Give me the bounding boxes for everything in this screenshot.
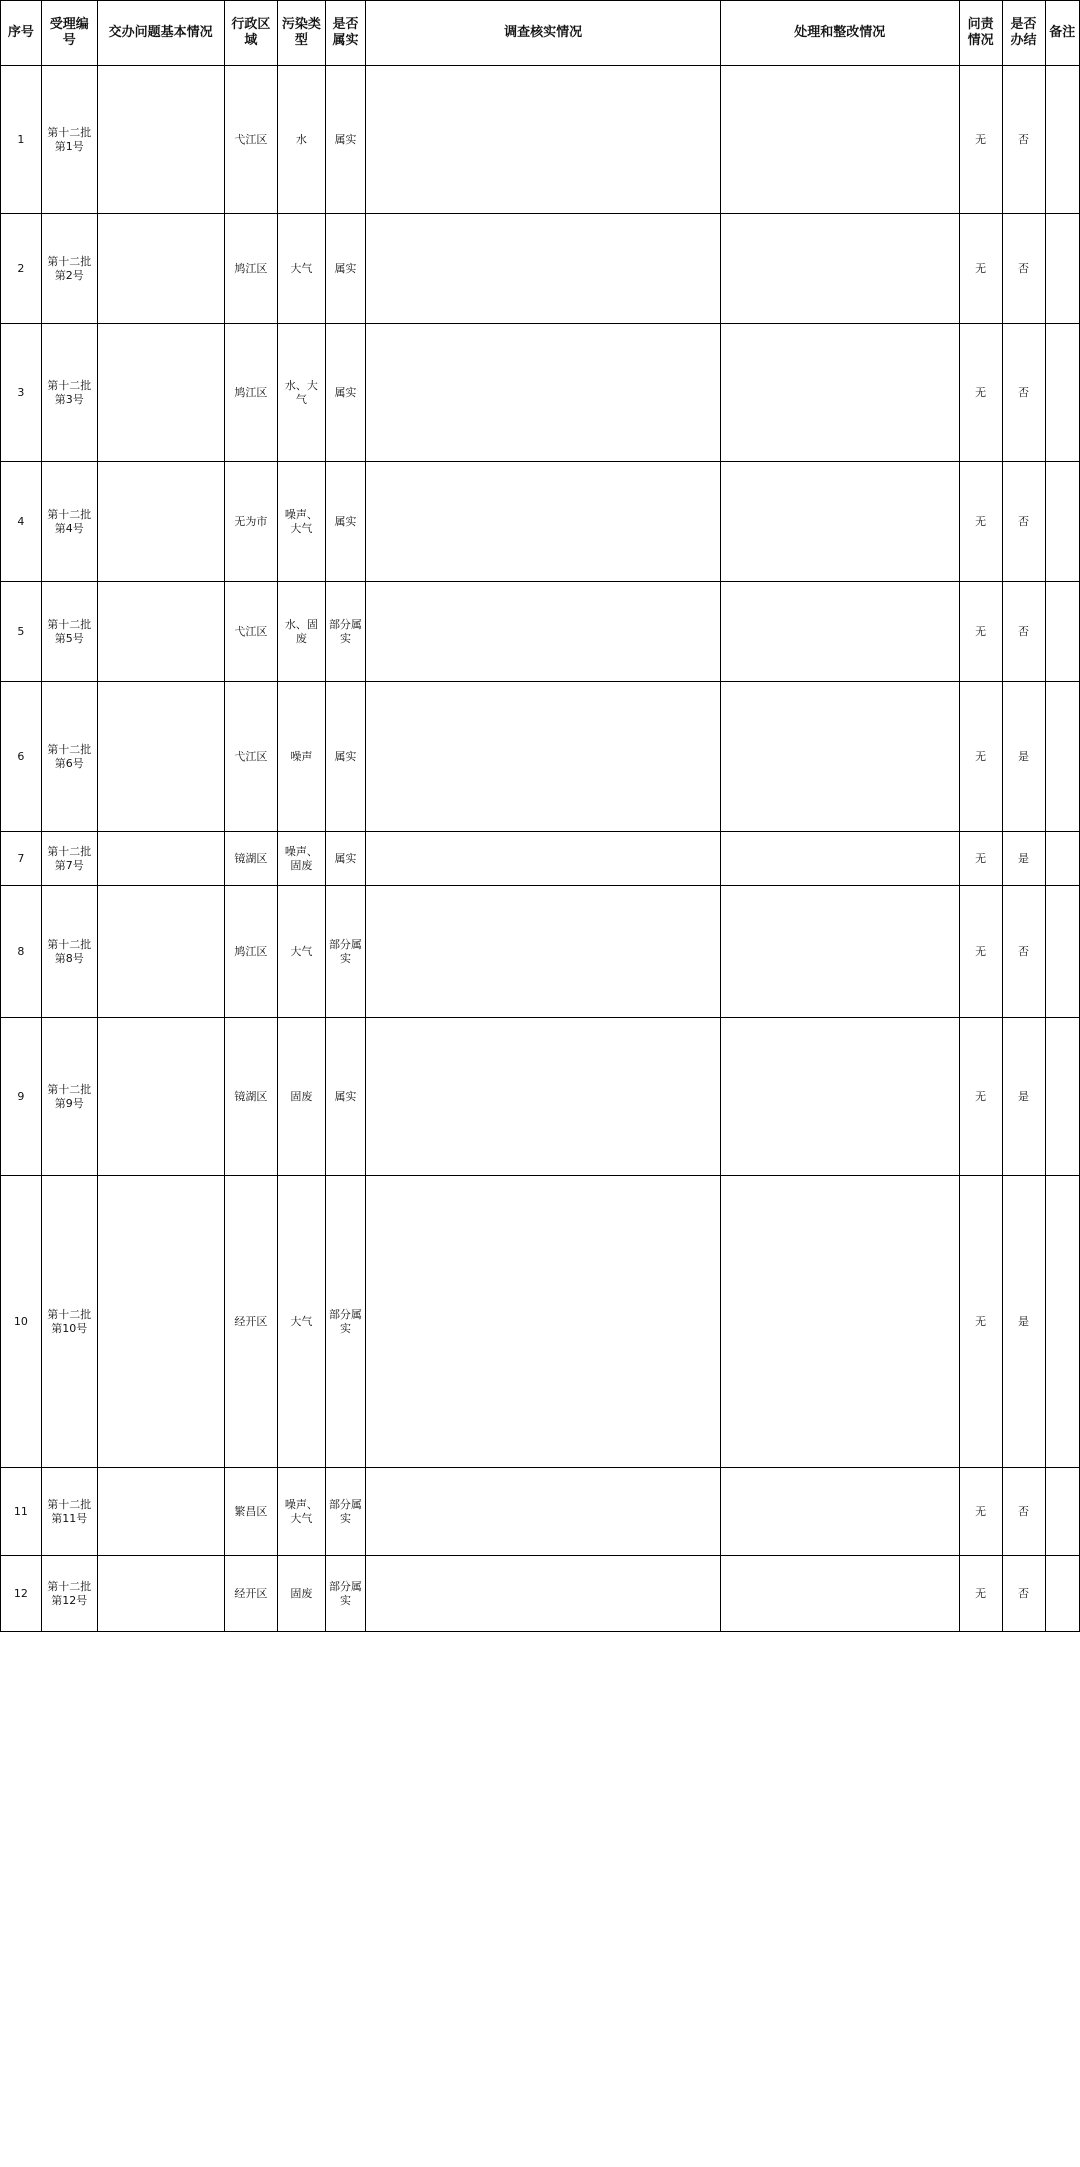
header-accountability: 问责情况 (959, 1, 1002, 66)
header-note: 备注 (1045, 1, 1079, 66)
row-handling (721, 1556, 960, 1632)
row-issue (97, 1018, 224, 1176)
row-closed: 否 (1002, 1468, 1045, 1556)
row-no: 7 (1, 832, 42, 886)
row-note (1045, 1018, 1079, 1176)
table-row (1, 832, 1080, 886)
row-real: 属实 (325, 462, 366, 582)
row-investigation (366, 1468, 721, 1556)
row-closed: 否 (1002, 66, 1045, 214)
row-real: 部分属实 (325, 1468, 366, 1556)
row-real: 属实 (325, 1018, 366, 1176)
row-issue (97, 1468, 224, 1556)
row-closed: 否 (1002, 1556, 1045, 1632)
row-district: 无为市 (224, 462, 278, 582)
header-row (1, 1, 1080, 66)
row-note (1045, 66, 1079, 214)
row-id: 第十二批第4号 (41, 462, 97, 582)
row-id: 第十二批第1号 (41, 66, 97, 214)
row-no: 1 (1, 66, 42, 214)
row-note (1045, 214, 1079, 324)
row-issue (97, 1556, 224, 1632)
row-type: 噪声、大气 (278, 1468, 325, 1556)
row-real: 部分属实 (325, 886, 366, 1018)
row-type: 水、大气 (278, 324, 325, 462)
row-id: 第十二批第3号 (41, 324, 97, 462)
row-handling (721, 1018, 960, 1176)
row-no: 2 (1, 214, 42, 324)
row-district: 鸠江区 (224, 324, 278, 462)
header-handling: 处理和整改情况 (721, 1, 960, 66)
row-real: 属实 (325, 214, 366, 324)
table-row (1, 462, 1080, 582)
row-accountability: 无 (959, 582, 1002, 682)
row-handling (721, 1468, 960, 1556)
row-no: 6 (1, 682, 42, 832)
table-row (1, 1468, 1080, 1556)
row-investigation (366, 214, 721, 324)
row-id: 第十二批第6号 (41, 682, 97, 832)
header-district: 行政区域 (224, 1, 278, 66)
row-id: 第十二批第8号 (41, 886, 97, 1018)
row-handling (721, 214, 960, 324)
row-real: 属实 (325, 66, 366, 214)
row-closed: 否 (1002, 324, 1045, 462)
table-row (1, 1018, 1080, 1176)
row-accountability: 无 (959, 832, 1002, 886)
header-investigation: 调查核实情况 (366, 1, 721, 66)
row-issue (97, 886, 224, 1018)
row-district: 鸠江区 (224, 886, 278, 1018)
row-no: 11 (1, 1468, 42, 1556)
table-row (1, 582, 1080, 682)
row-district: 镜湖区 (224, 1018, 278, 1176)
row-note (1045, 1468, 1079, 1556)
row-closed: 是 (1002, 1176, 1045, 1468)
table-row (1, 886, 1080, 1018)
row-issue (97, 66, 224, 214)
row-investigation (366, 1018, 721, 1176)
row-handling (721, 886, 960, 1018)
row-no: 3 (1, 324, 42, 462)
row-type: 噪声 (278, 682, 325, 832)
row-issue (97, 214, 224, 324)
table-row (1, 682, 1080, 832)
header-id: 受理编号 (41, 1, 97, 66)
row-id: 第十二批第9号 (41, 1018, 97, 1176)
row-closed: 否 (1002, 462, 1045, 582)
row-accountability: 无 (959, 66, 1002, 214)
row-district: 弋江区 (224, 582, 278, 682)
row-issue (97, 832, 224, 886)
table-row (1, 214, 1080, 324)
row-investigation (366, 886, 721, 1018)
row-type: 大气 (278, 886, 325, 1018)
row-investigation (366, 1556, 721, 1632)
row-real: 属实 (325, 832, 366, 886)
row-real: 部分属实 (325, 1176, 366, 1468)
row-closed: 是 (1002, 832, 1045, 886)
row-real: 属实 (325, 682, 366, 832)
row-real: 部分属实 (325, 582, 366, 682)
row-note (1045, 832, 1079, 886)
row-issue (97, 582, 224, 682)
row-note (1045, 324, 1079, 462)
row-id: 第十二批第10号 (41, 1176, 97, 1468)
row-no: 9 (1, 1018, 42, 1176)
row-issue (97, 682, 224, 832)
row-handling (721, 324, 960, 462)
row-no: 5 (1, 582, 42, 682)
row-issue (97, 1176, 224, 1468)
row-district: 繁昌区 (224, 1468, 278, 1556)
header-no: 序号 (1, 1, 42, 66)
row-note (1045, 886, 1079, 1018)
row-type: 固废 (278, 1556, 325, 1632)
row-type: 水、固废 (278, 582, 325, 682)
row-accountability: 无 (959, 1468, 1002, 1556)
row-issue (97, 462, 224, 582)
row-id: 第十二批第11号 (41, 1468, 97, 1556)
row-district: 经开区 (224, 1176, 278, 1468)
row-investigation (366, 1176, 721, 1468)
row-closed: 是 (1002, 682, 1045, 832)
row-note (1045, 682, 1079, 832)
header-real: 是否属实 (325, 1, 366, 66)
row-closed: 否 (1002, 582, 1045, 682)
row-type: 噪声、大气 (278, 462, 325, 582)
row-accountability: 无 (959, 1018, 1002, 1176)
row-district: 镜湖区 (224, 832, 278, 886)
row-real: 部分属实 (325, 1556, 366, 1632)
row-accountability: 无 (959, 214, 1002, 324)
header-issue: 交办问题基本情况 (97, 1, 224, 66)
table-row (1, 1556, 1080, 1632)
table-row (1, 66, 1080, 214)
row-investigation (366, 832, 721, 886)
row-id: 第十二批第5号 (41, 582, 97, 682)
row-investigation (366, 324, 721, 462)
row-accountability: 无 (959, 1176, 1002, 1468)
row-real: 属实 (325, 324, 366, 462)
row-closed: 否 (1002, 214, 1045, 324)
row-investigation (366, 682, 721, 832)
row-no: 4 (1, 462, 42, 582)
row-district: 经开区 (224, 1556, 278, 1632)
row-closed: 是 (1002, 1018, 1045, 1176)
row-type: 大气 (278, 214, 325, 324)
row-accountability: 无 (959, 886, 1002, 1018)
row-type: 固废 (278, 1018, 325, 1176)
row-note (1045, 462, 1079, 582)
header-closed: 是否办结 (1002, 1, 1045, 66)
row-accountability: 无 (959, 324, 1002, 462)
row-issue (97, 324, 224, 462)
row-handling (721, 462, 960, 582)
row-note (1045, 1176, 1079, 1468)
row-note (1045, 582, 1079, 682)
row-district: 鸠江区 (224, 214, 278, 324)
row-accountability: 无 (959, 462, 1002, 582)
row-investigation (366, 462, 721, 582)
row-id: 第十二批第7号 (41, 832, 97, 886)
row-type: 噪声、固废 (278, 832, 325, 886)
row-handling (721, 832, 960, 886)
row-no: 10 (1, 1176, 42, 1468)
header-type: 污染类型 (278, 1, 325, 66)
row-handling (721, 1176, 960, 1468)
row-type: 水 (278, 66, 325, 214)
row-id: 第十二批第12号 (41, 1556, 97, 1632)
row-id: 第十二批第2号 (41, 214, 97, 324)
row-type: 大气 (278, 1176, 325, 1468)
row-handling (721, 66, 960, 214)
table-row (1, 1176, 1080, 1468)
row-accountability: 无 (959, 1556, 1002, 1632)
row-investigation (366, 582, 721, 682)
table-row (1, 324, 1080, 462)
row-closed: 否 (1002, 886, 1045, 1018)
row-note (1045, 1556, 1079, 1632)
row-no: 8 (1, 886, 42, 1018)
row-investigation (366, 66, 721, 214)
row-handling (721, 582, 960, 682)
row-accountability: 无 (959, 682, 1002, 832)
row-district: 弋江区 (224, 66, 278, 214)
row-no: 12 (1, 1556, 42, 1632)
row-district: 弋江区 (224, 682, 278, 832)
row-handling (721, 682, 960, 832)
